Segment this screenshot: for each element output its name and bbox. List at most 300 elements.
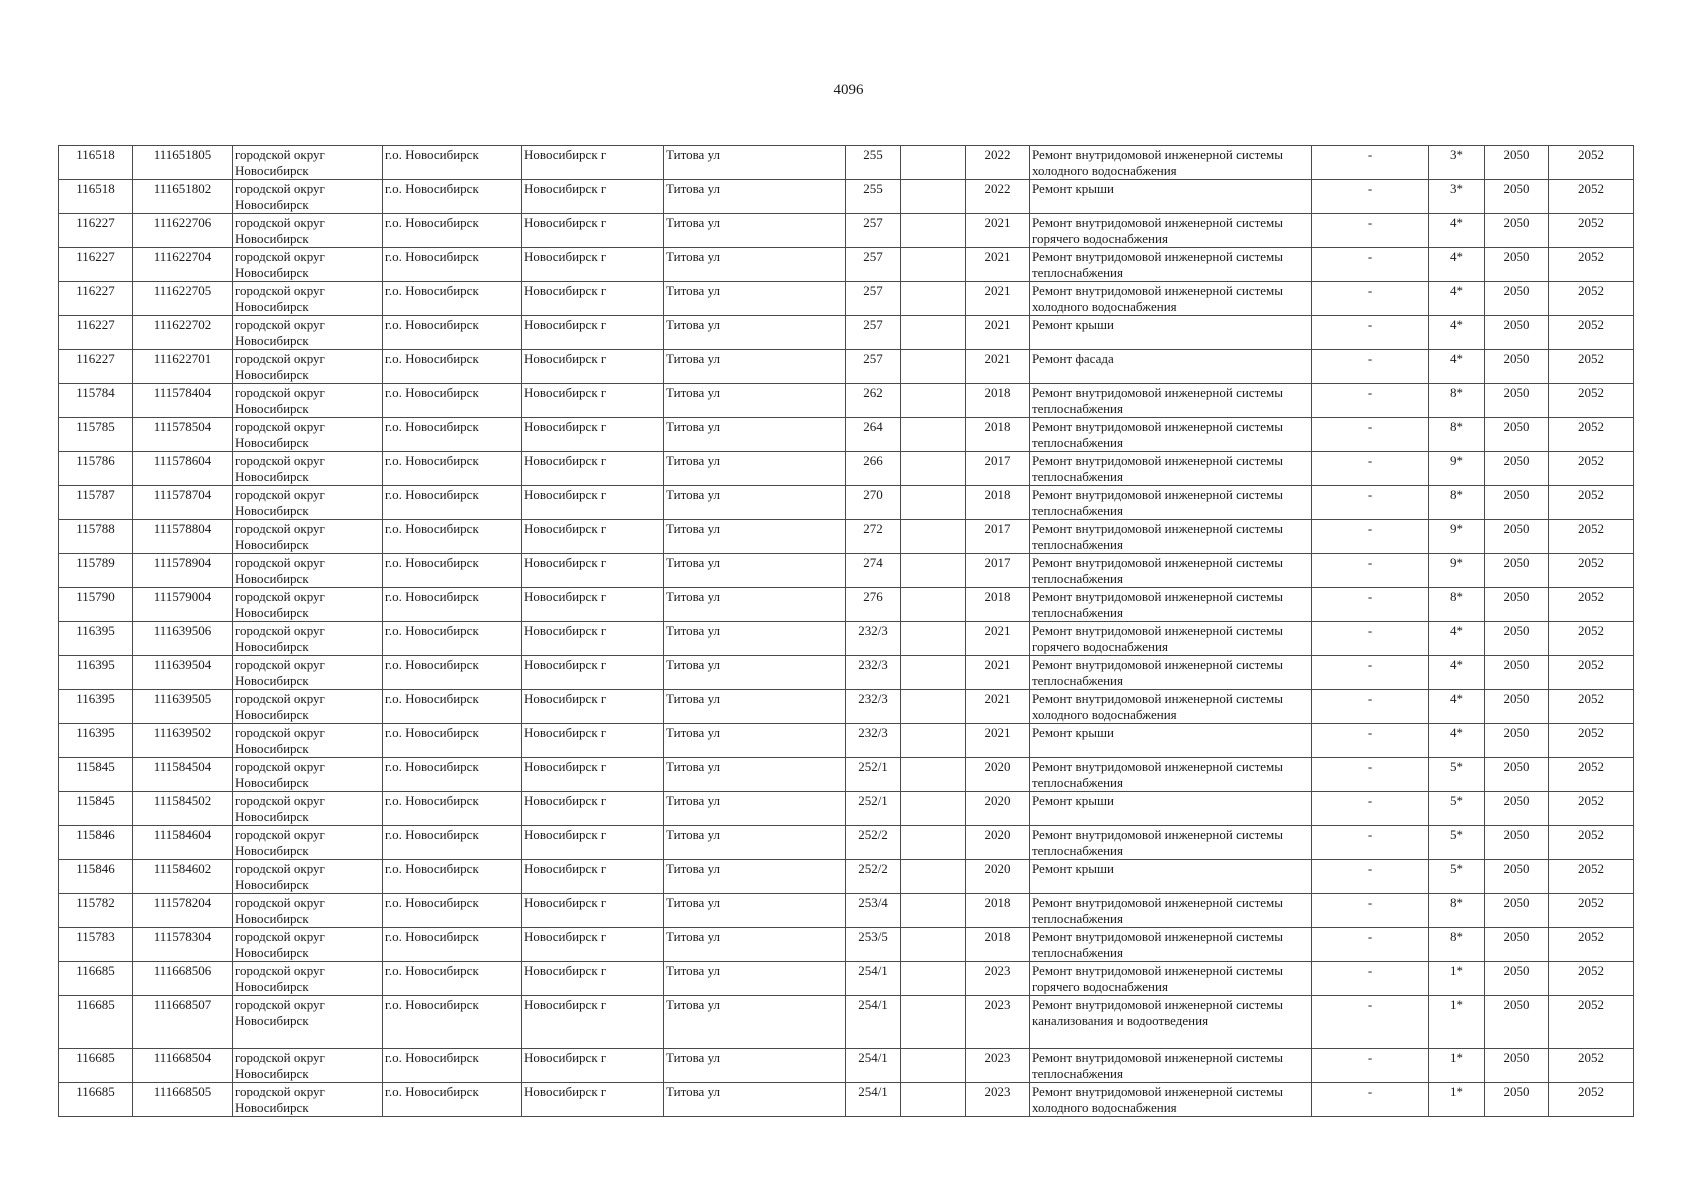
plan-start-cell: 2050	[1485, 418, 1549, 452]
plan-end-cell: 2052	[1549, 962, 1634, 996]
house-id-cell: 115786	[59, 452, 133, 486]
district-cell: городской округ Новосибирск	[233, 860, 383, 894]
municipality-cell: г.о. Новосибирск	[383, 350, 522, 384]
table-row	[59, 486, 1634, 520]
house-number-cell: 264	[846, 418, 901, 452]
year-cell: 2021	[966, 622, 1030, 656]
district-cell: городской округ Новосибирск	[233, 146, 383, 180]
municipality-cell: г.о. Новосибирск	[383, 1083, 522, 1117]
count-cell: 3*	[1429, 180, 1485, 214]
count-cell: 1*	[1429, 1049, 1485, 1083]
extra-cell	[901, 826, 966, 860]
house-id-cell: 116227	[59, 350, 133, 384]
dash-cell: -	[1312, 1049, 1429, 1083]
municipality-cell: г.о. Новосибирск	[383, 316, 522, 350]
dash-cell: -	[1312, 826, 1429, 860]
year-cell: 2023	[966, 1083, 1030, 1117]
plan-start-cell: 2050	[1485, 1083, 1549, 1117]
work-type-cell: Ремонт внутридомовой инженерной системы горячего водоснабжения	[1030, 214, 1312, 248]
street-cell: Титова ул	[664, 792, 846, 826]
district-cell: городской округ Новосибирск	[233, 486, 383, 520]
plan-end-cell: 2052	[1549, 554, 1634, 588]
work-code-cell: 111578704	[133, 486, 233, 520]
street-cell: Титова ул	[664, 316, 846, 350]
count-cell: 4*	[1429, 656, 1485, 690]
work-type-cell: Ремонт внутридомовой инженерной системы теплоснабжения	[1030, 384, 1312, 418]
dash-cell: -	[1312, 452, 1429, 486]
locality-cell: Новосибирск г	[522, 1083, 664, 1117]
municipality-cell: г.о. Новосибирск	[383, 656, 522, 690]
locality-cell: Новосибирск г	[522, 554, 664, 588]
plan-end-cell: 2052	[1549, 248, 1634, 282]
locality-cell: Новосибирск г	[522, 350, 664, 384]
work-code-cell: 111651805	[133, 146, 233, 180]
house-number-cell: 253/4	[846, 894, 901, 928]
dash-cell: -	[1312, 962, 1429, 996]
work-type-cell: Ремонт внутридомовой инженерной системы теплоснабжения	[1030, 928, 1312, 962]
year-cell: 2018	[966, 588, 1030, 622]
district-cell: городской округ Новосибирск	[233, 520, 383, 554]
work-code-cell: 111639504	[133, 656, 233, 690]
extra-cell	[901, 146, 966, 180]
locality-cell: Новосибирск г	[522, 384, 664, 418]
street-cell: Титова ул	[664, 180, 846, 214]
dash-cell: -	[1312, 724, 1429, 758]
plan-start-cell: 2050	[1485, 622, 1549, 656]
dash-cell: -	[1312, 520, 1429, 554]
house-id-cell: 116518	[59, 180, 133, 214]
work-code-cell: 111622704	[133, 248, 233, 282]
dash-cell: -	[1312, 316, 1429, 350]
work-type-cell: Ремонт внутридомовой инженерной системы теплоснабжения	[1030, 826, 1312, 860]
extra-cell	[901, 520, 966, 554]
house-id-cell: 116395	[59, 724, 133, 758]
street-cell: Титова ул	[664, 622, 846, 656]
work-type-cell: Ремонт крыши	[1030, 792, 1312, 826]
year-cell: 2018	[966, 894, 1030, 928]
district-cell: городской округ Новосибирск	[233, 554, 383, 588]
work-code-cell: 111578504	[133, 418, 233, 452]
municipality-cell: г.о. Новосибирск	[383, 180, 522, 214]
plan-end-cell: 2052	[1549, 486, 1634, 520]
house-number-cell: 252/2	[846, 860, 901, 894]
house-id-cell: 116685	[59, 1083, 133, 1117]
street-cell: Титова ул	[664, 248, 846, 282]
street-cell: Титова ул	[664, 894, 846, 928]
district-cell: городской округ Новосибирск	[233, 622, 383, 656]
dash-cell: -	[1312, 860, 1429, 894]
municipality-cell: г.о. Новосибирск	[383, 554, 522, 588]
count-cell: 4*	[1429, 724, 1485, 758]
house-id-cell: 115783	[59, 928, 133, 962]
house-number-cell: 252/1	[846, 792, 901, 826]
dash-cell: -	[1312, 418, 1429, 452]
house-id-cell: 116227	[59, 248, 133, 282]
table-row	[59, 962, 1634, 996]
plan-end-cell: 2052	[1549, 418, 1634, 452]
work-code-cell: 111668505	[133, 1083, 233, 1117]
work-code-cell: 111584502	[133, 792, 233, 826]
house-number-cell: 257	[846, 248, 901, 282]
work-code-cell: 111639506	[133, 622, 233, 656]
table-row	[59, 1083, 1634, 1117]
municipality-cell: г.о. Новосибирск	[383, 452, 522, 486]
year-cell: 2021	[966, 248, 1030, 282]
year-cell: 2022	[966, 180, 1030, 214]
extra-cell	[901, 316, 966, 350]
locality-cell: Новосибирск г	[522, 826, 664, 860]
year-cell: 2020	[966, 826, 1030, 860]
district-cell: городской округ Новосибирск	[233, 316, 383, 350]
plan-start-cell: 2050	[1485, 860, 1549, 894]
plan-end-cell: 2052	[1549, 1083, 1634, 1117]
extra-cell	[901, 180, 966, 214]
year-cell: 2022	[966, 146, 1030, 180]
plan-start-cell: 2050	[1485, 180, 1549, 214]
work-type-cell: Ремонт крыши	[1030, 316, 1312, 350]
count-cell: 9*	[1429, 452, 1485, 486]
year-cell: 2023	[966, 962, 1030, 996]
district-cell: городской округ Новосибирск	[233, 690, 383, 724]
locality-cell: Новосибирск г	[522, 418, 664, 452]
plan-start-cell: 2050	[1485, 384, 1549, 418]
municipality-cell: г.о. Новосибирск	[383, 146, 522, 180]
dash-cell: -	[1312, 282, 1429, 316]
work-type-cell: Ремонт внутридомовой инженерной системы теплоснабжения	[1030, 486, 1312, 520]
street-cell: Титова ул	[664, 486, 846, 520]
work-type-cell: Ремонт внутридомовой инженерной системы холодного водоснабжения	[1030, 146, 1312, 180]
house-number-cell: 254/1	[846, 1083, 901, 1117]
work-code-cell: 111651802	[133, 180, 233, 214]
work-code-cell: 111668504	[133, 1049, 233, 1083]
plan-end-cell: 2052	[1549, 860, 1634, 894]
extra-cell	[901, 724, 966, 758]
year-cell: 2020	[966, 860, 1030, 894]
work-type-cell: Ремонт внутридомовой инженерной системы теплоснабжения	[1030, 656, 1312, 690]
locality-cell: Новосибирск г	[522, 656, 664, 690]
year-cell: 2017	[966, 554, 1030, 588]
extra-cell	[901, 622, 966, 656]
plan-start-cell: 2050	[1485, 826, 1549, 860]
locality-cell: Новосибирск г	[522, 316, 664, 350]
street-cell: Титова ул	[664, 520, 846, 554]
year-cell: 2021	[966, 350, 1030, 384]
extra-cell	[901, 418, 966, 452]
municipality-cell: г.о. Новосибирск	[383, 826, 522, 860]
street-cell: Титова ул	[664, 214, 846, 248]
table-row	[59, 826, 1634, 860]
plan-end-cell: 2052	[1549, 792, 1634, 826]
plan-start-cell: 2050	[1485, 486, 1549, 520]
locality-cell: Новосибирск г	[522, 792, 664, 826]
count-cell: 4*	[1429, 282, 1485, 316]
plan-start-cell: 2050	[1485, 758, 1549, 792]
work-type-cell: Ремонт крыши	[1030, 860, 1312, 894]
street-cell: Титова ул	[664, 826, 846, 860]
extra-cell	[901, 1049, 966, 1083]
count-cell: 5*	[1429, 792, 1485, 826]
extra-cell	[901, 248, 966, 282]
house-number-cell: 270	[846, 486, 901, 520]
dash-cell: -	[1312, 894, 1429, 928]
plan-end-cell: 2052	[1549, 826, 1634, 860]
plan-start-cell: 2050	[1485, 928, 1549, 962]
municipality-cell: г.о. Новосибирск	[383, 1049, 522, 1083]
locality-cell: Новосибирск г	[522, 520, 664, 554]
dash-cell: -	[1312, 1083, 1429, 1117]
count-cell: 4*	[1429, 350, 1485, 384]
street-cell: Титова ул	[664, 554, 846, 588]
municipality-cell: г.о. Новосибирск	[383, 928, 522, 962]
municipality-cell: г.о. Новосибирск	[383, 894, 522, 928]
table-row	[59, 146, 1634, 180]
plan-end-cell: 2052	[1549, 996, 1634, 1049]
dash-cell: -	[1312, 996, 1429, 1049]
house-id-cell: 115790	[59, 588, 133, 622]
extra-cell	[901, 962, 966, 996]
house-id-cell: 116518	[59, 146, 133, 180]
house-id-cell: 116395	[59, 656, 133, 690]
locality-cell: Новосибирск г	[522, 282, 664, 316]
count-cell: 4*	[1429, 622, 1485, 656]
count-cell: 4*	[1429, 690, 1485, 724]
street-cell: Титова ул	[664, 1083, 846, 1117]
locality-cell: Новосибирск г	[522, 214, 664, 248]
year-cell: 2018	[966, 928, 1030, 962]
plan-end-cell: 2052	[1549, 724, 1634, 758]
municipality-cell: г.о. Новосибирск	[383, 486, 522, 520]
house-id-cell: 115846	[59, 826, 133, 860]
house-number-cell: 252/1	[846, 758, 901, 792]
table-row	[59, 792, 1634, 826]
plan-start-cell: 2050	[1485, 452, 1549, 486]
house-id-cell: 115788	[59, 520, 133, 554]
house-number-cell: 254/1	[846, 962, 901, 996]
plan-end-cell: 2052	[1549, 452, 1634, 486]
street-cell: Титова ул	[664, 996, 846, 1049]
table-row	[59, 622, 1634, 656]
house-number-cell: 266	[846, 452, 901, 486]
locality-cell: Новосибирск г	[522, 860, 664, 894]
plan-end-cell: 2052	[1549, 384, 1634, 418]
house-id-cell: 115782	[59, 894, 133, 928]
year-cell: 2021	[966, 316, 1030, 350]
plan-start-cell: 2050	[1485, 248, 1549, 282]
year-cell: 2017	[966, 452, 1030, 486]
table-row	[59, 248, 1634, 282]
year-cell: 2023	[966, 1049, 1030, 1083]
table-row	[59, 690, 1634, 724]
extra-cell	[901, 690, 966, 724]
work-type-cell: Ремонт внутридомовой инженерной системы холодного водоснабжения	[1030, 1083, 1312, 1117]
plan-end-cell: 2052	[1549, 928, 1634, 962]
house-number-cell: 254/1	[846, 996, 901, 1049]
plan-end-cell: 2052	[1549, 690, 1634, 724]
count-cell: 5*	[1429, 826, 1485, 860]
work-type-cell: Ремонт внутридомовой инженерной системы канализования и водоотведения	[1030, 996, 1312, 1049]
district-cell: городской округ Новосибирск	[233, 962, 383, 996]
municipality-cell: г.о. Новосибирск	[383, 724, 522, 758]
house-number-cell: 232/3	[846, 690, 901, 724]
work-code-cell: 111578804	[133, 520, 233, 554]
year-cell: 2018	[966, 418, 1030, 452]
dash-cell: -	[1312, 554, 1429, 588]
table-row	[59, 894, 1634, 928]
locality-cell: Новосибирск г	[522, 928, 664, 962]
locality-cell: Новосибирск г	[522, 894, 664, 928]
district-cell: городской округ Новосибирск	[233, 724, 383, 758]
street-cell: Титова ул	[664, 962, 846, 996]
count-cell: 1*	[1429, 1083, 1485, 1117]
count-cell: 3*	[1429, 146, 1485, 180]
house-id-cell: 116685	[59, 962, 133, 996]
house-number-cell: 232/3	[846, 622, 901, 656]
extra-cell	[901, 282, 966, 316]
dash-cell: -	[1312, 792, 1429, 826]
year-cell: 2021	[966, 282, 1030, 316]
year-cell: 2018	[966, 384, 1030, 418]
street-cell: Титова ул	[664, 384, 846, 418]
work-code-cell: 111584604	[133, 826, 233, 860]
house-number-cell: 232/3	[846, 724, 901, 758]
dash-cell: -	[1312, 214, 1429, 248]
house-id-cell: 115785	[59, 418, 133, 452]
work-type-cell: Ремонт внутридомовой инженерной системы холодного водоснабжения	[1030, 690, 1312, 724]
house-id-cell: 116227	[59, 282, 133, 316]
dash-cell: -	[1312, 690, 1429, 724]
work-type-cell: Ремонт внутридомовой инженерной системы теплоснабжения	[1030, 418, 1312, 452]
plan-end-cell: 2052	[1549, 180, 1634, 214]
count-cell: 8*	[1429, 418, 1485, 452]
house-id-cell: 116685	[59, 1049, 133, 1083]
extra-cell	[901, 656, 966, 690]
street-cell: Титова ул	[664, 928, 846, 962]
plan-start-cell: 2050	[1485, 894, 1549, 928]
year-cell: 2021	[966, 724, 1030, 758]
plan-start-cell: 2050	[1485, 350, 1549, 384]
year-cell: 2020	[966, 792, 1030, 826]
plan-end-cell: 2052	[1549, 758, 1634, 792]
house-id-cell: 115845	[59, 758, 133, 792]
district-cell: городской округ Новосибирск	[233, 248, 383, 282]
plan-end-cell: 2052	[1549, 656, 1634, 690]
municipality-cell: г.о. Новосибирск	[383, 622, 522, 656]
plan-start-cell: 2050	[1485, 724, 1549, 758]
work-type-cell: Ремонт внутридомовой инженерной системы теплоснабжения	[1030, 452, 1312, 486]
municipality-cell: г.о. Новосибирск	[383, 282, 522, 316]
municipality-cell: г.о. Новосибирск	[383, 792, 522, 826]
street-cell: Титова ул	[664, 724, 846, 758]
house-id-cell: 115845	[59, 792, 133, 826]
dash-cell: -	[1312, 248, 1429, 282]
house-id-cell: 115846	[59, 860, 133, 894]
plan-start-cell: 2050	[1485, 554, 1549, 588]
street-cell: Титова ул	[664, 588, 846, 622]
house-id-cell: 116395	[59, 690, 133, 724]
table-row	[59, 418, 1634, 452]
extra-cell	[901, 486, 966, 520]
count-cell: 4*	[1429, 214, 1485, 248]
count-cell: 4*	[1429, 248, 1485, 282]
count-cell: 1*	[1429, 962, 1485, 996]
locality-cell: Новосибирск г	[522, 588, 664, 622]
plan-end-cell: 2052	[1549, 894, 1634, 928]
table-row	[59, 282, 1634, 316]
plan-end-cell: 2052	[1549, 214, 1634, 248]
work-type-cell: Ремонт крыши	[1030, 180, 1312, 214]
extra-cell	[901, 554, 966, 588]
house-number-cell: 253/5	[846, 928, 901, 962]
work-type-cell: Ремонт внутридомовой инженерной системы теплоснабжения	[1030, 554, 1312, 588]
count-cell: 8*	[1429, 486, 1485, 520]
plan-start-cell: 2050	[1485, 656, 1549, 690]
plan-start-cell: 2050	[1485, 214, 1549, 248]
district-cell: городской округ Новосибирск	[233, 894, 383, 928]
work-type-cell: Ремонт внутридомовой инженерной системы теплоснабжения	[1030, 758, 1312, 792]
locality-cell: Новосибирск г	[522, 248, 664, 282]
district-cell: городской округ Новосибирск	[233, 214, 383, 248]
house-number-cell: 232/3	[846, 656, 901, 690]
district-cell: городской округ Новосибирск	[233, 928, 383, 962]
district-cell: городской округ Новосибирск	[233, 452, 383, 486]
extra-cell	[901, 792, 966, 826]
count-cell: 9*	[1429, 520, 1485, 554]
work-type-cell: Ремонт внутридомовой инженерной системы теплоснабжения	[1030, 520, 1312, 554]
work-code-cell: 111584602	[133, 860, 233, 894]
district-cell: городской округ Новосибирск	[233, 1049, 383, 1083]
district-cell: городской округ Новосибирск	[233, 282, 383, 316]
plan-end-cell: 2052	[1549, 316, 1634, 350]
street-cell: Титова ул	[664, 656, 846, 690]
dash-cell: -	[1312, 588, 1429, 622]
street-cell: Титова ул	[664, 860, 846, 894]
district-cell: городской округ Новосибирск	[233, 826, 383, 860]
locality-cell: Новосибирск г	[522, 452, 664, 486]
table-row	[59, 384, 1634, 418]
house-number-cell: 254/1	[846, 1049, 901, 1083]
plan-start-cell: 2050	[1485, 996, 1549, 1049]
work-code-cell: 111622706	[133, 214, 233, 248]
work-type-cell: Ремонт внутридомовой инженерной системы горячего водоснабжения	[1030, 962, 1312, 996]
street-cell: Титова ул	[664, 282, 846, 316]
plan-start-cell: 2050	[1485, 690, 1549, 724]
extra-cell	[901, 588, 966, 622]
count-cell: 9*	[1429, 554, 1485, 588]
house-id-cell: 115784	[59, 384, 133, 418]
work-type-cell: Ремонт внутридомовой инженерной системы холодного водоснабжения	[1030, 282, 1312, 316]
work-code-cell: 111639505	[133, 690, 233, 724]
locality-cell: Новосибирск г	[522, 962, 664, 996]
district-cell: городской округ Новосибирск	[233, 350, 383, 384]
house-number-cell: 257	[846, 350, 901, 384]
year-cell: 2021	[966, 214, 1030, 248]
extra-cell	[901, 928, 966, 962]
extra-cell	[901, 758, 966, 792]
count-cell: 8*	[1429, 928, 1485, 962]
street-cell: Титова ул	[664, 350, 846, 384]
year-cell: 2018	[966, 486, 1030, 520]
work-type-cell: Ремонт внутридомовой инженерной системы теплоснабжения	[1030, 588, 1312, 622]
house-number-cell: 252/2	[846, 826, 901, 860]
plan-start-cell: 2050	[1485, 792, 1549, 826]
street-cell: Титова ул	[664, 146, 846, 180]
locality-cell: Новосибирск г	[522, 724, 664, 758]
district-cell: городской округ Новосибирск	[233, 418, 383, 452]
plan-end-cell: 2052	[1549, 520, 1634, 554]
house-number-cell: 257	[846, 316, 901, 350]
locality-cell: Новосибирск г	[522, 690, 664, 724]
district-cell: городской округ Новосибирск	[233, 588, 383, 622]
